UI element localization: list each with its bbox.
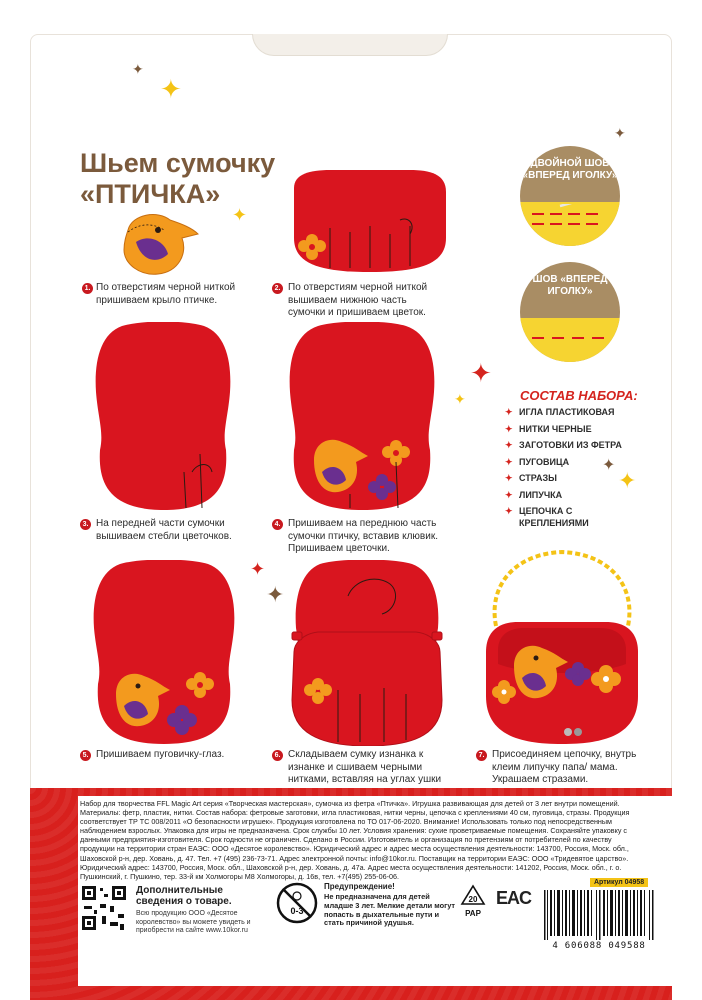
- recycling-icon: [460, 884, 486, 920]
- sparkle-icon: ✦: [132, 61, 144, 77]
- sparkle-icon: ✦: [232, 205, 248, 225]
- step-2-text: По отверстиям черной ниткой вышиваем нижнюю часть сумочки и пришиваем цветок.: [288, 282, 428, 318]
- step-1-number: 1.: [82, 283, 93, 294]
- warning-text: Не предназначена для детей младше 3 лет. Мелкие детали могут попасть в дыхательные пути и стать причиной удушья.: [324, 892, 456, 928]
- step-2-number: 2.: [272, 283, 283, 294]
- sparkle-icon: ✦: [470, 358, 492, 388]
- step-6-text: Складываем сумку изнанка к изнанке и сшиваем черными нитками, вставляя на углах ушки: [288, 749, 442, 785]
- single-stitch-badge: [520, 262, 620, 362]
- step-3-text: На передней части сумочки вышиваем стебли цветочков.: [96, 518, 232, 542]
- kit-list: [505, 406, 622, 534]
- step-3-number: 3.: [80, 519, 91, 530]
- step-5-text: Пришиваем пуговичку-глаз.: [96, 749, 225, 760]
- legal-fine-print: Набор для творчества FFL Magic Art серия «Творческая мастерская», сумочка из фетра «Птичка». Игрушка развивающая для детей от 3 лет внутри помещений. Материалы: фетр, пластик, нитки. Состав набора: фетровые заготовки, игла пластиковая, нитки черны, цепочка с креплениями 40 см, пуговица, стразы. Продукция соответствует ТР ТС 008/2011 «О безопасности игрушек». Продукция изготовлена по ТО 017-06-2020. Внимание! Использовать только под непосредственным наблюдением взрослых. Упаковка для игры не предназначена. Срок службы 10 лет. Условия хранения: сухие проветриваемые помещения. Сохраняйте упаковку с данными предприятия-изготовителя. Срок годности не ограничен. Сделано в России. Изготовитель и организация по претензиям от потребителей по качеству продукции на территории стран ЕАЭС: ООО «Десятое королевство». Юридический адрес и адрес места осуществления деятельности: 143700, Россия, Моск. обл., Шаховской р-н, дер. Ховань, д. 47. Тел. +7 (495) 236-73-71. Адрес электронной почты: info@10kor.ru. Поставщик на территории ЕАЭС: ООО «Тридевятое царство». Юридический адрес: 143700, Россия, Моск. обл., Шаховской р-н, дер. Ховань, д. 47а. Адрес места осуществления деятельности: 141202, Россия, Моск. обл., г. о. Пушкинский, г. Пушкино, тер. 33-й км Холмогоры М8 Холмогоры, д. 16в, тел. +7(495) 255-06-06.: [80, 799, 630, 881]
- recycling-code: PAP: [465, 909, 481, 918]
- title-line-1: Шьем сумочку: [80, 148, 276, 178]
- more-info-text: Всю продукцию ООО «Десятое королевство» вы можете увидеть и приобрести на сайте www.10kor.ru: [136, 910, 251, 934]
- barcode-icon: [540, 890, 658, 940]
- step-4-bag-illustration: [286, 322, 438, 512]
- eac-mark: EAC: [496, 888, 532, 908]
- step-4-text: Пришиваем на переднюю часть сумочки птичку, вставив клювик. Пришиваем цветочки.: [288, 518, 438, 554]
- step-6-number: 6.: [272, 750, 283, 761]
- qr-code-icon[interactable]: [80, 884, 128, 932]
- page-title: [80, 148, 275, 210]
- needle-icon: [530, 324, 610, 344]
- age-label: 0-3: [290, 906, 304, 916]
- hanger-slot: [252, 34, 448, 56]
- needle-icon: [530, 204, 610, 234]
- kit-title: СОСТАВ НАБОРА:: [520, 388, 638, 403]
- recycling-number: 20: [468, 895, 478, 904]
- barcode-digits: 4 606088 049588: [552, 941, 646, 951]
- step-7-number: 7.: [476, 750, 487, 761]
- kit-item: ✦ ИГЛА ПЛАСТИКОВАЯ: [505, 406, 622, 418]
- sparkle-icon: ✦: [160, 74, 182, 104]
- kit-item: ✦ НИТКИ ЧЕРНЫЕ: [505, 423, 622, 435]
- age-restriction-icon: [276, 882, 318, 924]
- sparkle-icon: ✦: [250, 559, 266, 579]
- sparkle-icon: ✦: [618, 468, 637, 493]
- step-1-bird-illustration: [118, 210, 200, 280]
- kit-item: ✦ ПУГОВИЦА: [505, 456, 622, 468]
- step-5-bag-illustration: [90, 560, 240, 746]
- step-4-number: 4.: [272, 519, 283, 530]
- kit-item: ✦ ЛИПУЧКА: [505, 489, 622, 501]
- double-stitch-label: ДВОЙНОЙ ШОВ «ВПЕРЕД ИГОЛКУ»: [522, 158, 618, 181]
- kit-item: ✦ ЗАГОТОВКИ ИЗ ФЕТРА: [505, 439, 622, 451]
- more-info-title: Дополнительные сведения о товаре.: [136, 885, 232, 907]
- title-line-2: «ПТИЧКА»: [80, 179, 221, 209]
- step-7-text: Присоединяем цепочку, внутрь клеим липучку папа/ мама. Украшаем стразами.: [492, 749, 637, 785]
- single-stitch-label: ШОВ «ВПЕРЕД ИГОЛКУ»: [532, 274, 608, 297]
- sparkle-icon: ✦: [602, 457, 616, 474]
- warning-title: Предупреждение!: [324, 882, 395, 891]
- double-stitch-badge: [520, 146, 620, 246]
- article-number: Артикул 04958: [590, 878, 648, 887]
- step-2-bag-illustration: [290, 168, 450, 272]
- step-6-bag-illustration: [288, 560, 446, 746]
- kit-item: ✦ СТРАЗЫ: [505, 472, 622, 484]
- sparkle-icon: ✦: [454, 391, 466, 407]
- step-1-text: По отверстиям черной ниткой пришиваем крыло птичке.: [96, 282, 236, 306]
- step-5-number: 5.: [80, 750, 91, 761]
- step-7-finished-bag-illustration: [474, 546, 650, 746]
- step-3-bag-illustration: [92, 322, 234, 512]
- kit-item: ✦ ЦЕПОЧКА С КРЕПЛЕНИЯМИ: [505, 505, 615, 529]
- sparkle-icon: ✦: [266, 582, 285, 607]
- sparkle-icon: ✦: [614, 125, 626, 141]
